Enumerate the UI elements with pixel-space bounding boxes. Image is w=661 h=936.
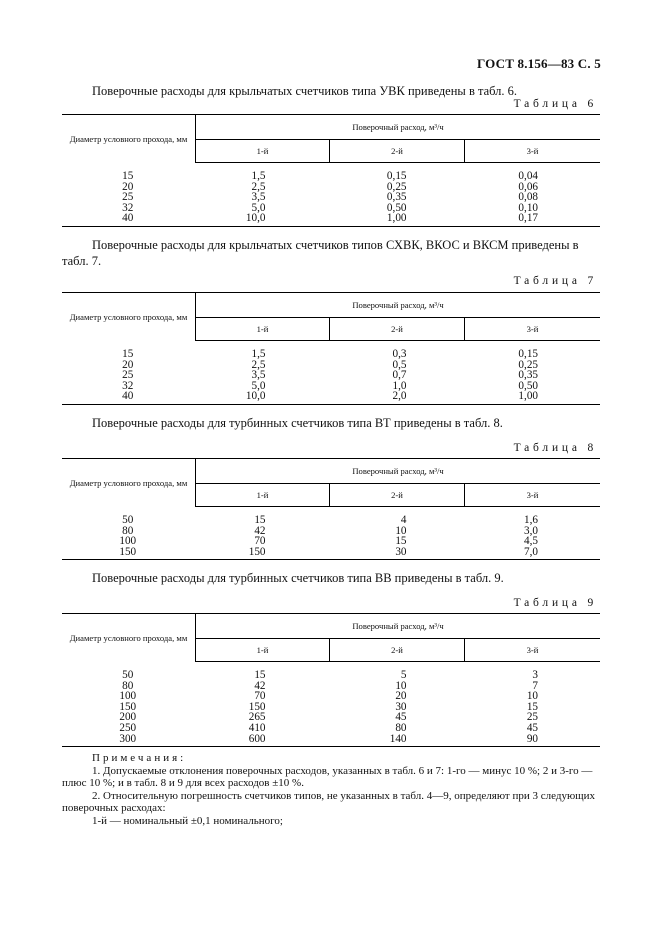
cell-diameter: 50 bbox=[122, 668, 134, 681]
intro-table-8: Поверочные расходы для турбинных счетчиков типа ВТ приведены в табл. 8. bbox=[92, 416, 503, 430]
cell-flow-1: 15 bbox=[254, 669, 266, 681]
cell-flow-1: 42 bbox=[254, 524, 266, 537]
cell-flow-1: 10,0 bbox=[196, 391, 330, 404]
table-row bbox=[62, 723, 600, 734]
table-row bbox=[62, 712, 600, 723]
cell-flow-1: 5,0 bbox=[251, 201, 266, 214]
flow-header: Поверочный расход, м³/ч bbox=[196, 115, 601, 140]
table-9-label: Таблица 9 bbox=[513, 597, 597, 609]
cell-flow-2: 80 bbox=[395, 721, 407, 734]
cell-flow-3: 0,06 bbox=[518, 180, 538, 193]
page-header: ГОСТ 8.156—83 С. 5 bbox=[476, 56, 601, 71]
diameter-header: Диаметр условного прохода, мм bbox=[62, 293, 196, 341]
cell-flow-3: 15 bbox=[526, 700, 538, 713]
diameter-header: Диаметр условного прохода, мм bbox=[62, 459, 196, 507]
cell-flow-3: 0,50 bbox=[518, 379, 538, 392]
cell-flow-3: 25 bbox=[526, 711, 538, 724]
cell-flow-1: 150 bbox=[196, 547, 330, 560]
note-3: 1-й — номинальный ±0,1 номинального; bbox=[92, 814, 283, 827]
cell-flow-1: 265 bbox=[248, 711, 266, 724]
cell-flow-2: 4 bbox=[400, 514, 407, 526]
cell-diameter: 80 bbox=[122, 524, 134, 537]
diameter-header: Диаметр условного прохода, мм bbox=[62, 115, 196, 163]
notes bbox=[62, 752, 604, 827]
table-7-label: Таблица 7 bbox=[513, 275, 597, 287]
cell-flow-1: 42 bbox=[254, 679, 266, 692]
table-7 bbox=[62, 292, 600, 405]
cell-flow-2: 140 bbox=[330, 734, 465, 747]
cell-diameter: 150 bbox=[62, 547, 196, 560]
cell-flow-3: 3 bbox=[532, 669, 538, 681]
cell-diameter: 32 bbox=[122, 201, 134, 214]
cell-flow-2: 1,00 bbox=[330, 213, 465, 226]
cell-flow-3: 0,10 bbox=[518, 201, 538, 214]
table-row bbox=[62, 734, 600, 747]
note-2: 2. Относительную погрешность счетчиков типов, не указанных в табл. 4—9, определяют при 3 следующих поверочных расходах: bbox=[62, 789, 596, 814]
col-3-header: 3-й bbox=[465, 140, 601, 163]
cell-flow-2: 0,3 bbox=[392, 348, 407, 360]
cell-flow-3: 1,00 bbox=[465, 391, 601, 404]
cell-flow-1: 70 bbox=[254, 535, 266, 548]
cell-flow-2: 15 bbox=[395, 535, 407, 548]
cell-flow-3: 3,0 bbox=[524, 524, 538, 537]
cell-diameter: 100 bbox=[119, 535, 137, 548]
table-row bbox=[62, 391, 600, 404]
cell-flow-3: 0,25 bbox=[518, 358, 538, 371]
table-8-label: Таблица 8 bbox=[513, 442, 597, 454]
table-row bbox=[62, 681, 600, 692]
table-8 bbox=[62, 458, 600, 560]
cell-diameter: 50 bbox=[122, 513, 134, 526]
table-row bbox=[62, 691, 600, 702]
cell-flow-2: 0,35 bbox=[386, 191, 407, 204]
flow-header: Поверочный расход, м³/ч bbox=[196, 614, 601, 639]
cell-flow-3: 0,08 bbox=[518, 191, 538, 204]
col-2-header: 2-й bbox=[330, 639, 465, 662]
table-row bbox=[62, 526, 600, 537]
table-row bbox=[62, 341, 600, 360]
col-1-header: 1-й bbox=[196, 484, 330, 507]
cell-flow-2: 20 bbox=[395, 690, 407, 703]
col-1-header: 1-й bbox=[196, 140, 330, 163]
cell-flow-2: 0,15 bbox=[386, 170, 407, 182]
col-2-header: 2-й bbox=[330, 484, 465, 507]
cell-flow-3: 7 bbox=[532, 679, 538, 692]
cell-flow-2: 0,7 bbox=[392, 369, 407, 382]
cell-flow-1: 410 bbox=[248, 721, 266, 734]
cell-diameter: 15 bbox=[122, 347, 134, 360]
table-6 bbox=[62, 114, 600, 227]
note-1: 1. Допускаемые отклонения поверочных расходов, указанных в табл. 6 и 7: 1-го — минус 10 %; 2 и 3-го — плюс 10 %; и в табл. 8 и 9 для всех расходов ±10 %. bbox=[62, 764, 593, 789]
col-1-header: 1-й bbox=[196, 639, 330, 662]
cell-flow-2: 0,25 bbox=[386, 180, 407, 193]
cell-flow-1: 5,0 bbox=[251, 379, 266, 392]
cell-flow-2: 30 bbox=[395, 700, 407, 713]
cell-flow-2: 45 bbox=[395, 711, 407, 724]
cell-flow-1: 70 bbox=[254, 690, 266, 703]
cell-flow-3: 4,5 bbox=[524, 535, 538, 548]
cell-flow-2: 0,5 bbox=[392, 358, 407, 371]
cell-diameter: 300 bbox=[62, 734, 196, 747]
cell-flow-1: 1,5 bbox=[251, 170, 266, 182]
flow-header: Поверочный расход, м³/ч bbox=[196, 459, 601, 484]
cell-flow-2: 0,50 bbox=[386, 201, 407, 214]
cell-flow-3: 0,04 bbox=[518, 170, 538, 182]
cell-flow-3: 7,0 bbox=[465, 547, 601, 560]
cell-flow-2: 30 bbox=[330, 547, 465, 560]
cell-flow-2: 2,0 bbox=[330, 391, 465, 404]
cell-diameter: 20 bbox=[122, 180, 134, 193]
cell-diameter: 200 bbox=[119, 711, 137, 724]
cell-diameter: 20 bbox=[122, 358, 134, 371]
diameter-header: Диаметр условного прохода, мм bbox=[62, 614, 196, 662]
cell-flow-1: 2,5 bbox=[251, 358, 266, 371]
table-row bbox=[62, 662, 600, 681]
cell-diameter: 250 bbox=[119, 721, 137, 734]
cell-flow-1: 10,0 bbox=[196, 213, 330, 226]
table-row bbox=[62, 507, 600, 526]
table-row bbox=[62, 702, 600, 713]
cell-diameter: 100 bbox=[119, 690, 137, 703]
intro-table-7: Поверочные расходы для крыльчатых счетчиков типов СХВК, ВКОС и ВКСМ приведены в табл. 7. bbox=[62, 238, 579, 268]
cell-flow-3: 1,6 bbox=[524, 514, 538, 526]
notes-heading: Примечания: bbox=[92, 752, 187, 764]
cell-flow-1: 3,5 bbox=[251, 369, 266, 382]
table-row bbox=[62, 547, 600, 560]
cell-flow-1: 150 bbox=[248, 700, 266, 713]
cell-diameter: 80 bbox=[122, 679, 134, 692]
cell-diameter: 40 bbox=[62, 213, 196, 226]
cell-flow-1: 15 bbox=[254, 514, 266, 526]
intro-table-6: Поверочные расходы для крыльчатых счетчиков типа УВК приведены в табл. 6. bbox=[92, 84, 518, 98]
cell-flow-1: 600 bbox=[196, 734, 330, 747]
cell-flow-3: 0,35 bbox=[518, 369, 538, 382]
cell-diameter: 25 bbox=[122, 369, 134, 382]
table-row bbox=[62, 163, 600, 182]
cell-flow-2: 10 bbox=[395, 524, 407, 537]
cell-diameter: 32 bbox=[122, 379, 134, 392]
cell-diameter: 40 bbox=[62, 391, 196, 404]
table-6-label: Таблица 6 bbox=[513, 98, 597, 110]
cell-flow-2: 1,0 bbox=[392, 379, 407, 392]
col-3-header: 3-й bbox=[465, 318, 601, 341]
col-1-header: 1-й bbox=[196, 318, 330, 341]
table-row bbox=[62, 536, 600, 547]
cell-flow-1: 1,5 bbox=[251, 348, 266, 360]
cell-flow-3: 10 bbox=[526, 690, 538, 703]
col-3-header: 3-й bbox=[465, 484, 601, 507]
cell-flow-2: 10 bbox=[395, 679, 407, 692]
cell-flow-3: 90 bbox=[465, 734, 601, 747]
col-2-header: 2-й bbox=[330, 318, 465, 341]
cell-flow-3: 0,17 bbox=[465, 213, 601, 226]
cell-flow-3: 0,15 bbox=[518, 348, 538, 360]
cell-flow-1: 2,5 bbox=[251, 180, 266, 193]
table-9 bbox=[62, 613, 600, 747]
cell-diameter: 150 bbox=[119, 700, 137, 713]
flow-header: Поверочный расход, м³/ч bbox=[196, 293, 601, 318]
cell-diameter: 25 bbox=[122, 191, 134, 204]
intro-table-9: Поверочные расходы для турбинных счетчиков типа ВВ приведены в табл. 9. bbox=[92, 571, 504, 585]
cell-flow-3: 45 bbox=[526, 721, 538, 734]
col-2-header: 2-й bbox=[330, 140, 465, 163]
cell-flow-2: 5 bbox=[400, 669, 407, 681]
cell-diameter: 15 bbox=[122, 169, 134, 182]
cell-flow-1: 3,5 bbox=[251, 191, 266, 204]
table-row bbox=[62, 213, 600, 226]
col-3-header: 3-й bbox=[465, 639, 601, 662]
